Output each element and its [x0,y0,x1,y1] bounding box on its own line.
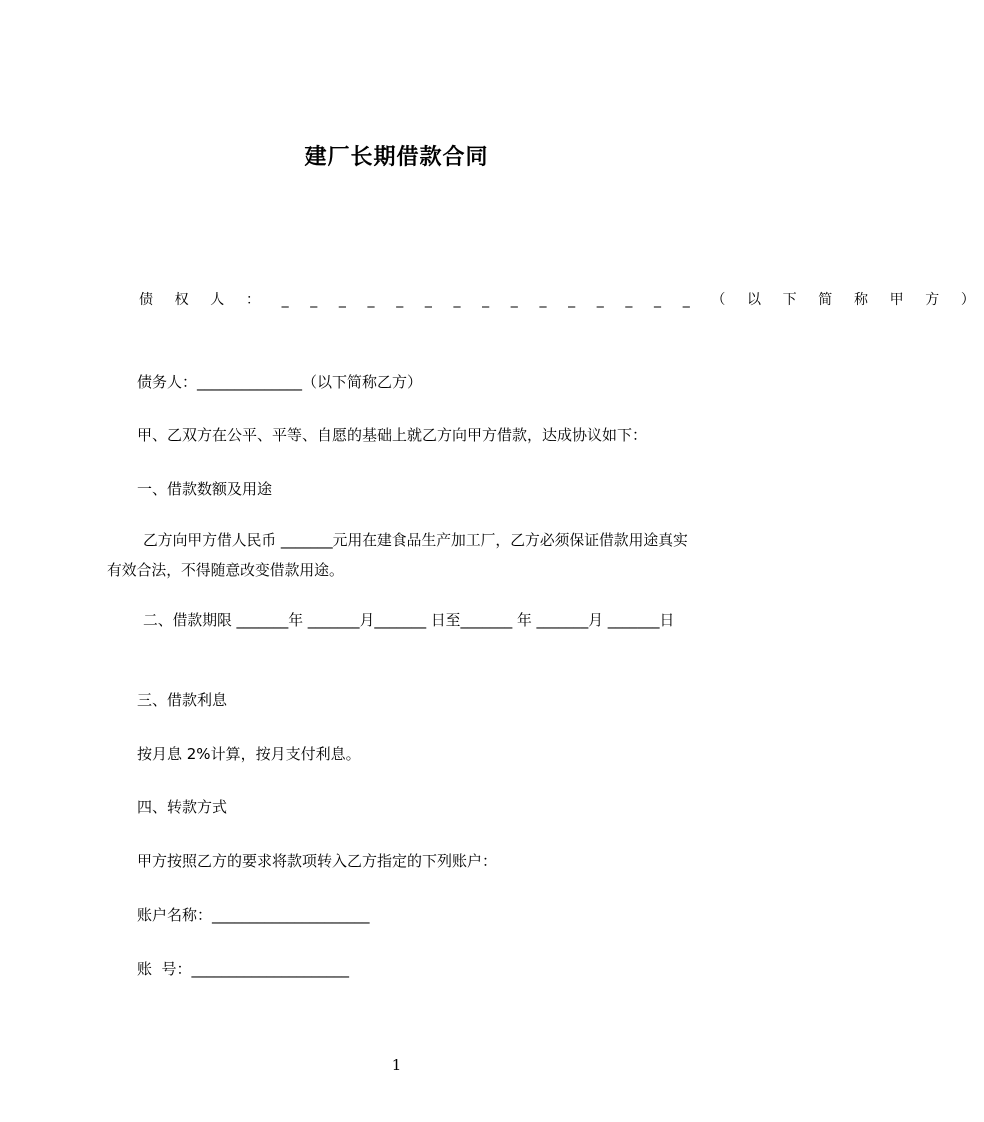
page-number: 1 [391,1056,402,1074]
section1-heading: 一、借款数额及用途 [137,480,273,498]
section3-heading: 三、借款利息 [137,691,228,709]
section4-heading: 四、转款方式 [137,798,228,816]
account-name-line: 账户名称：_____________________ [137,906,370,924]
debtor-line: 债务人：______________（以下简称乙方） [137,373,423,391]
section2-text: 二、借款期限 _______年 _______月_______ 日至_______ 年 _______月 _______日 [143,612,675,629]
section1-text: 乙方向甲方借人民币 _______元用在建食品生产加工厂，乙方必须保证借款用途真实有效合法，不得随意改变借款用途。 [107,532,688,579]
account-number-line: 账 号：_____________________ [137,960,350,978]
intro-text: 甲、乙双方在公平、平等、自愿的基础上就乙方向甲方借款，达成协议如下： [137,426,648,444]
section4-text: 甲方按照乙方的要求将款项转入乙方指定的下列账户： [137,852,498,870]
creditor-line: 债 权 人 ： _ _ _ _ _ _ _ _ _ _ _ _ _ _ _ （ 以 下 简 称 甲 方 ） [139,292,984,308]
document-title: 建厂长期借款合同 [304,145,489,170]
section3-text: 按月息 2%计算，按月支付利息。 [137,745,361,763]
